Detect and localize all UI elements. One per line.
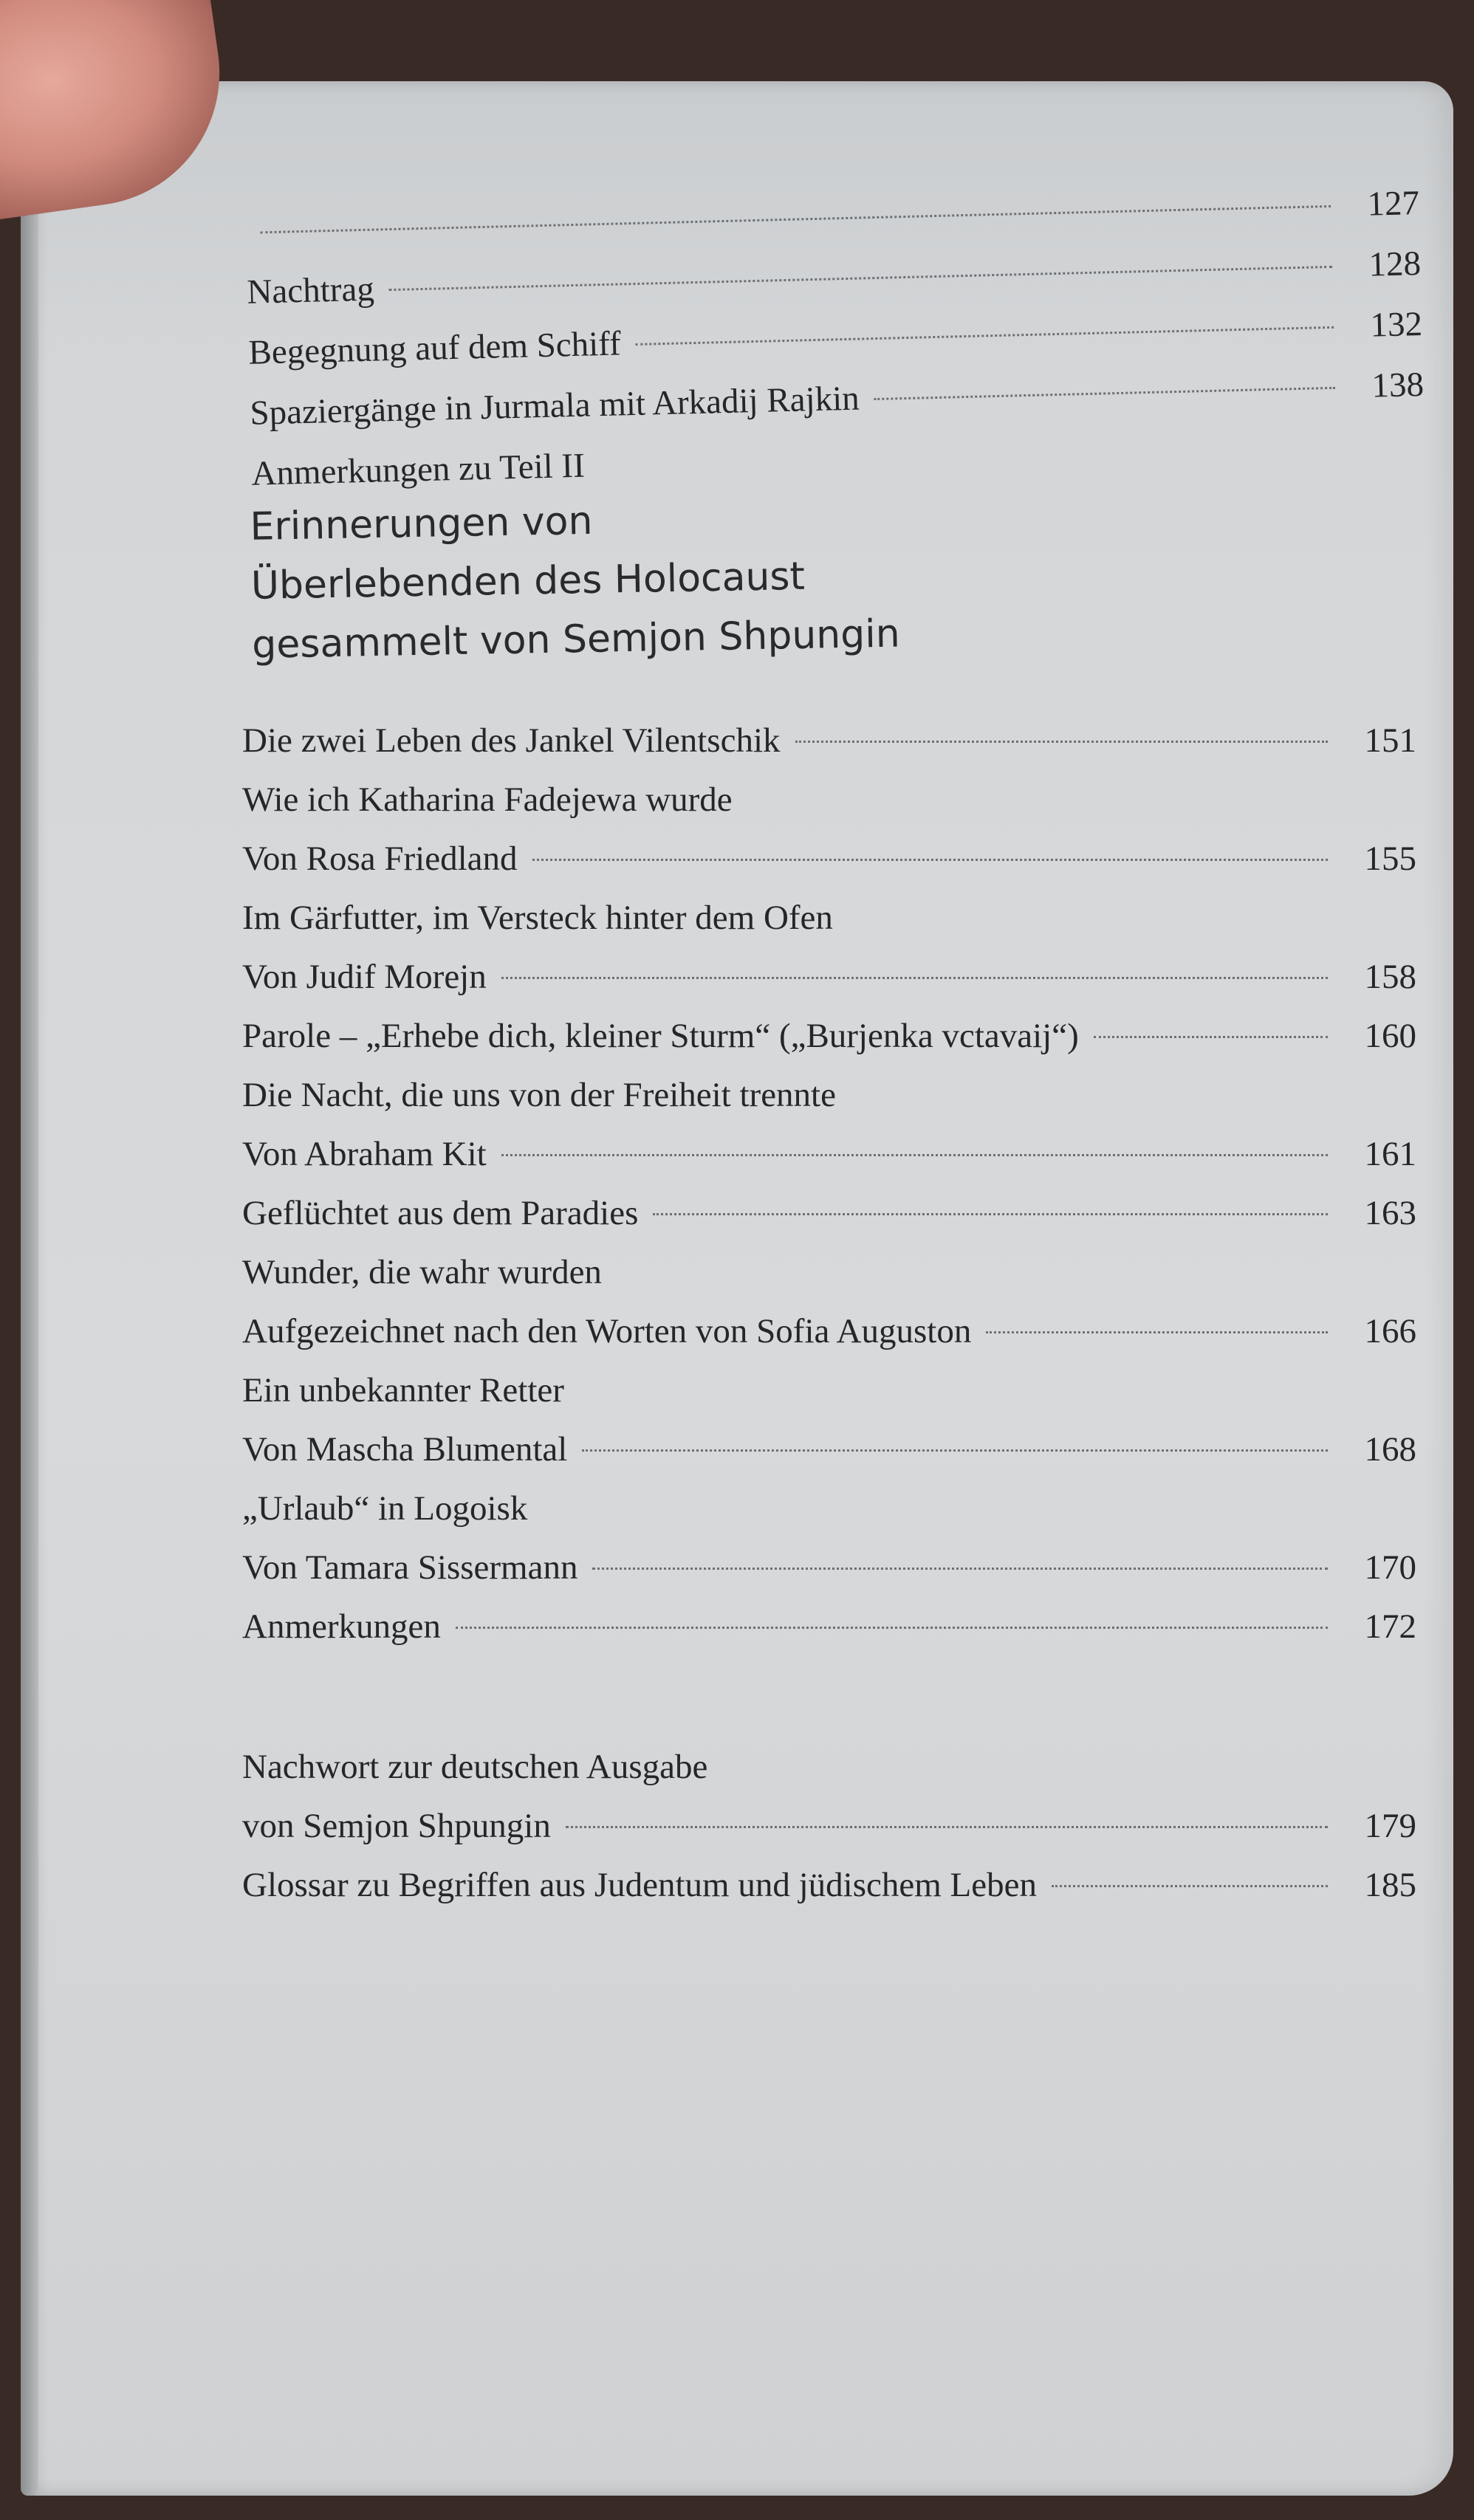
- toc-entry: [242, 1006, 1416, 1065]
- part-two-entries: [242, 81, 1425, 493]
- dot-leader: [532, 858, 1328, 861]
- toc-entry-page: 128: [1368, 244, 1422, 284]
- toc-entry-title: von Semjon Shpungin: [242, 1807, 551, 1845]
- dot-leader: [456, 1626, 1328, 1629]
- toc-entry: [242, 1796, 1416, 1855]
- dot-leader: [986, 1331, 1328, 1333]
- toc-entry-title: Die zwei Leben des Jankel Vilentschik: [242, 721, 781, 760]
- toc-entry: [242, 711, 1416, 770]
- toc-entry-title: Spaziergänge in Jurmala mit Arkadij Rajkin: [249, 379, 860, 433]
- toc-entry-page: 163: [1364, 1194, 1416, 1232]
- toc-entry-page: 151: [1364, 721, 1416, 760]
- toc-entry: [242, 1302, 1416, 1361]
- toc-entry-title: Von Tamara Sissermann: [242, 1548, 578, 1587]
- toc-entry: [242, 1479, 1416, 1538]
- toc-entry-page: 127: [1366, 183, 1420, 224]
- toc-entry-page: 172: [1364, 1607, 1416, 1646]
- toc-entry-title: Ein unbekannter Retter: [242, 1371, 564, 1410]
- toc-entry-title: Geflüchtet aus dem Paradies: [242, 1194, 639, 1232]
- section-heading-line: Überlebenden des Holocaust: [250, 554, 806, 608]
- toc-entry-page: 138: [1371, 365, 1425, 405]
- dot-leader: [874, 386, 1336, 400]
- toc-entry: [242, 888, 1416, 947]
- toc-entry-title: Parole – „Erhebe dich, kleiner Sturm“ („Burjenka vctavaij“): [242, 1017, 1079, 1055]
- toc-entry-title: Anmerkungen: [242, 1607, 441, 1646]
- page-edge: [21, 81, 38, 2496]
- section-heading-line: Erinnerungen von: [250, 498, 593, 549]
- toc-entry: [242, 1243, 1416, 1302]
- toc-entry-page: 179: [1364, 1807, 1416, 1845]
- dot-leader: [653, 1212, 1328, 1215]
- toc-entry: [242, 1361, 1416, 1420]
- dot-leader: [501, 1153, 1328, 1156]
- toc-entry-title: Von Judif Morejn: [242, 958, 487, 996]
- toc-entry-page: 166: [1364, 1312, 1416, 1350]
- toc-entry-title: Wie ich Katharina Fadejewa wurde: [242, 780, 733, 819]
- toc-entry-title: Wunder, die wahr wurden: [242, 1253, 602, 1291]
- toc-entry: [242, 1597, 1416, 1656]
- toc-entry-title: Anmerkungen zu Teil II: [250, 446, 586, 493]
- dot-leader: [582, 1449, 1328, 1452]
- dot-leader: [389, 265, 1332, 291]
- dot-leader: [566, 1825, 1328, 1828]
- toc-entry: [242, 1184, 1416, 1243]
- toc-entry: [242, 1420, 1416, 1479]
- toc-entry-page: 160: [1364, 1017, 1416, 1055]
- toc-entry: [242, 1538, 1416, 1597]
- dot-leader: [260, 205, 1331, 233]
- toc-entry-page: 170: [1364, 1548, 1416, 1587]
- dot-leader: [1094, 1035, 1328, 1038]
- toc-entry: [242, 1855, 1416, 1915]
- toc-entry: [242, 947, 1416, 1006]
- book-page: [21, 81, 1453, 2496]
- toc-entry: [242, 829, 1416, 888]
- dot-leader: [636, 326, 1334, 346]
- toc-entry: [242, 770, 1416, 829]
- toc-entry-title: Die Nacht, die uns von der Freiheit trennte: [242, 1076, 836, 1114]
- section-heading-line: gesammelt von Semjon Shpungin: [251, 611, 901, 667]
- toc-entry-title: Von Rosa Friedland: [242, 840, 518, 878]
- toc-entry-title: Aufgezeichnet nach den Worten von Sofia Auguston: [242, 1312, 972, 1350]
- toc-entry-title: Begegnung auf dem Schiff: [247, 324, 622, 372]
- toc-entry-page: 158: [1364, 958, 1416, 996]
- toc-entry-title: Von Mascha Blumental: [242, 1430, 568, 1469]
- toc-entry-page: [585, 475, 651, 476]
- dot-leader: [1052, 1884, 1328, 1887]
- toc-entry-page: 161: [1364, 1135, 1416, 1173]
- dot-leader: [501, 976, 1328, 979]
- toc-entry: [242, 1065, 1416, 1125]
- toc-entry-page: 185: [1364, 1866, 1416, 1904]
- thumbnail-nail: [0, 0, 1, 110]
- toc-entry: [242, 1737, 1416, 1796]
- dot-leader: [592, 1567, 1328, 1570]
- toc-entry-title: Von Abraham Kit: [242, 1135, 487, 1173]
- toc-entry-title: „Urlaub“ in Logoisk: [242, 1489, 528, 1528]
- toc-entry-title: Nachwort zur deutschen Ausgabe: [242, 1748, 708, 1786]
- toc-entry-title: Im Gärfutter, im Versteck hinter dem Ofen: [242, 899, 833, 937]
- toc-entry-page: 132: [1369, 304, 1423, 345]
- toc-entry: [242, 1125, 1416, 1184]
- toc-entry-page: 155: [1364, 840, 1416, 878]
- toc-entry-page: 168: [1364, 1430, 1416, 1469]
- dot-leader: [795, 740, 1329, 743]
- toc-entry-title: Nachtrag: [246, 269, 375, 312]
- toc-entry-title: Glossar zu Begriffen aus Judentum und jüdischem Leben: [242, 1866, 1037, 1904]
